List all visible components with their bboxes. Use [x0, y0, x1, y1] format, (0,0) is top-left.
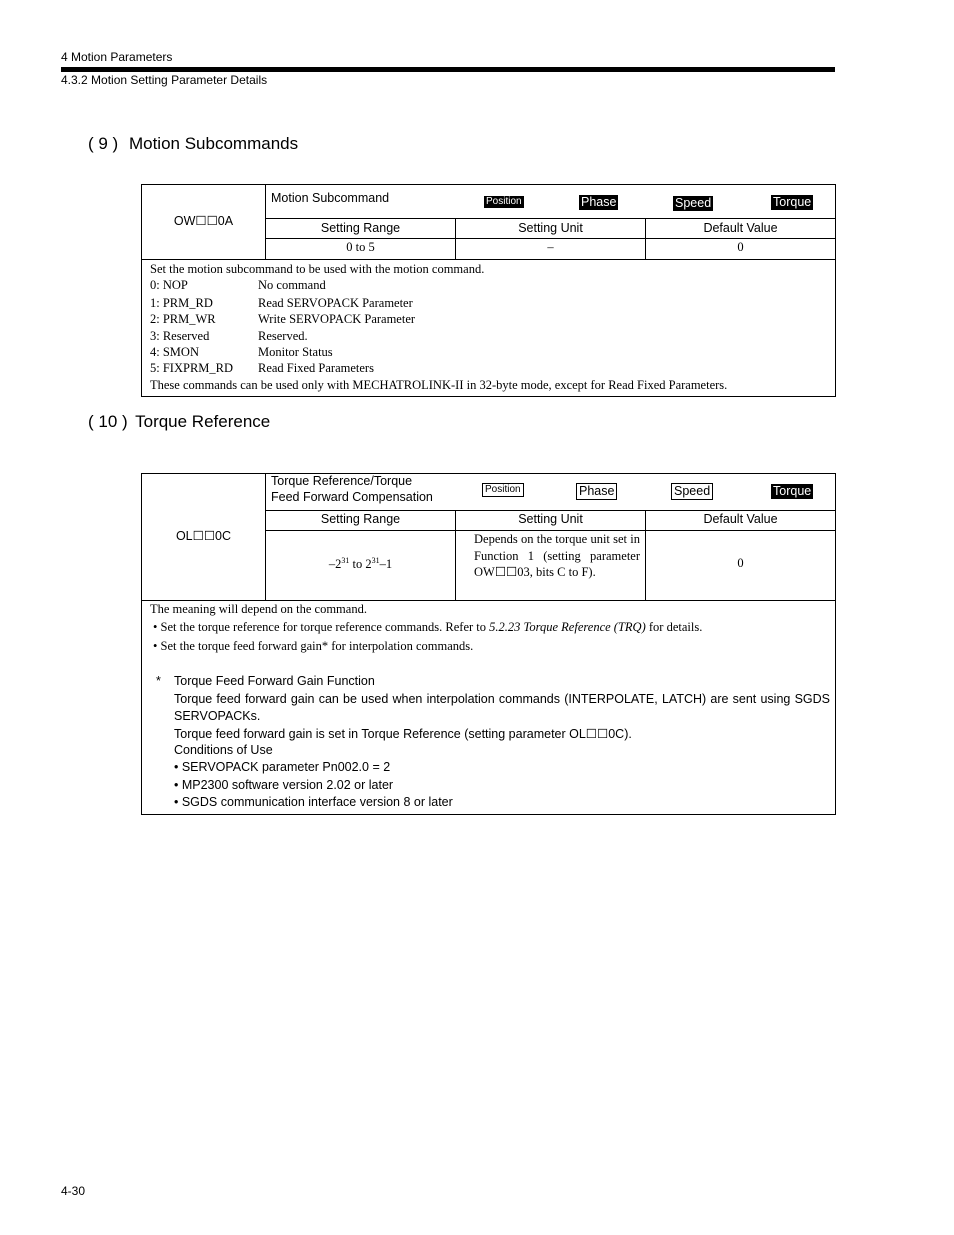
divider	[265, 473, 266, 600]
divider	[141, 259, 835, 260]
register-label: OL☐☐0C	[175, 529, 232, 543]
description-intro: Set the motion subcommand to be used with the motion command.	[150, 262, 485, 276]
command-row	[150, 361, 374, 376]
col-setting-unit: Setting Unit	[518, 512, 583, 526]
value-default: 0	[737, 556, 744, 570]
range-base: –2	[328, 557, 342, 571]
divider	[265, 510, 835, 511]
value-default: 0	[737, 240, 744, 254]
value-setting-range: 0 to 5	[346, 240, 375, 254]
col-setting-range: Setting Range	[320, 221, 401, 235]
section-9-heading	[88, 134, 298, 154]
header-rule	[61, 67, 835, 72]
col-setting-unit: Setting Unit	[518, 221, 583, 235]
divider	[265, 218, 835, 219]
bullet-text: for details.	[645, 620, 703, 634]
section-9-title: Motion Subcommands	[128, 134, 299, 153]
chapter-header: 4 Motion Parameters	[61, 50, 173, 64]
condition-item: • MP2300 software version 2.02 or later	[174, 778, 394, 792]
note-star: *	[156, 674, 161, 688]
col-default-value: Default Value	[703, 221, 778, 235]
bullet-torque-reference	[153, 620, 702, 635]
command-row	[150, 345, 333, 360]
command-code: 1: PRM_RD	[150, 296, 213, 310]
command-desc: Monitor Status	[258, 345, 333, 359]
command-desc: Read SERVOPACK Parameter	[258, 296, 413, 310]
command-code: 2: PRM_WR	[150, 312, 216, 326]
command-code: 3: Reserved	[150, 329, 210, 343]
command-code: 4: SMON	[150, 345, 199, 359]
badge-phase: Phase	[581, 195, 617, 209]
badge-torque: Torque	[773, 195, 812, 209]
command-desc: Read Fixed Parameters	[258, 361, 374, 375]
command-row	[150, 278, 326, 293]
page-number: 4-30	[61, 1184, 86, 1198]
parameter-name: Motion Subcommand	[271, 191, 390, 205]
range-exponent: 31	[371, 556, 380, 565]
register-label: OW☐☐0A	[173, 214, 234, 228]
section-header: 4.3.2 Motion Setting Parameter Details	[61, 73, 268, 87]
parameter-name-line2: Feed Forward Compensation	[271, 490, 433, 504]
divider	[141, 600, 835, 601]
section-10-title: Torque Reference	[135, 412, 271, 431]
range-tail: –1	[379, 557, 393, 571]
badge-torque: Torque	[773, 484, 812, 498]
command-desc: Write SERVOPACK Parameter	[258, 312, 416, 326]
parameter-name-line1: Torque Reference/Torque	[271, 474, 413, 488]
badge-phase: Phase	[576, 483, 617, 500]
col-setting-range: Setting Range	[320, 512, 401, 526]
divider	[265, 238, 835, 239]
section-9-number: ( 9 )	[88, 134, 119, 153]
command-row	[150, 296, 413, 311]
command-row	[150, 312, 416, 327]
range-exponent: 31	[341, 556, 350, 565]
description-footer: These commands can be used only with MECHATROLINK-II in 32-byte mode, except for Read Fixed Parameters.	[150, 378, 728, 392]
section-10-heading	[88, 412, 270, 432]
condition-item: • SERVOPACK parameter Pn002.0 = 2	[174, 760, 391, 774]
meaning-text: The meaning will depend on the command.	[150, 602, 367, 616]
range-to: to 2	[349, 557, 372, 571]
bullet-feed-forward: • Set the torque feed forward gain* for interpolation commands.	[153, 639, 474, 653]
command-desc: No command	[258, 278, 326, 292]
note-title: Torque Feed Forward Gain Function	[174, 674, 375, 688]
command-code: 5: FIXPRM_RD	[150, 361, 234, 375]
note-paragraph-2: Torque feed forward gain is set in Torque Reference (setting parameter OL☐☐0C).	[174, 727, 632, 741]
note-paragraph-1: Torque feed forward gain can be used when interpolation commands (INTERPOLATE, LATCH) are sent using SGDS SERVOPACKs.	[174, 692, 830, 723]
badge-speed: Speed	[671, 483, 713, 500]
badge-position: Position	[486, 196, 522, 207]
condition-item: • SGDS communication interface version 8 or later	[174, 795, 453, 809]
value-setting-unit: –	[547, 240, 554, 254]
value-setting-range	[266, 556, 455, 572]
command-row	[150, 329, 308, 344]
cross-reference: 5.2.23 Torque Reference (TRQ)	[489, 620, 646, 634]
command-code: 0: NOP	[150, 278, 188, 292]
badge-position: Position	[482, 483, 524, 497]
col-default-value: Default Value	[703, 512, 778, 526]
command-desc: Reserved.	[258, 329, 308, 343]
bullet-text: • Set the torque reference for torque reference commands. Refer to	[153, 620, 490, 634]
value-setting-unit: Depends on the torque unit set in Function 1 (setting parameter OW☐☐03, bits C to F).	[474, 532, 640, 579]
conditions-heading: Conditions of Use	[174, 743, 273, 757]
badge-speed: Speed	[675, 196, 712, 210]
section-10-number: ( 10 )	[88, 412, 128, 431]
